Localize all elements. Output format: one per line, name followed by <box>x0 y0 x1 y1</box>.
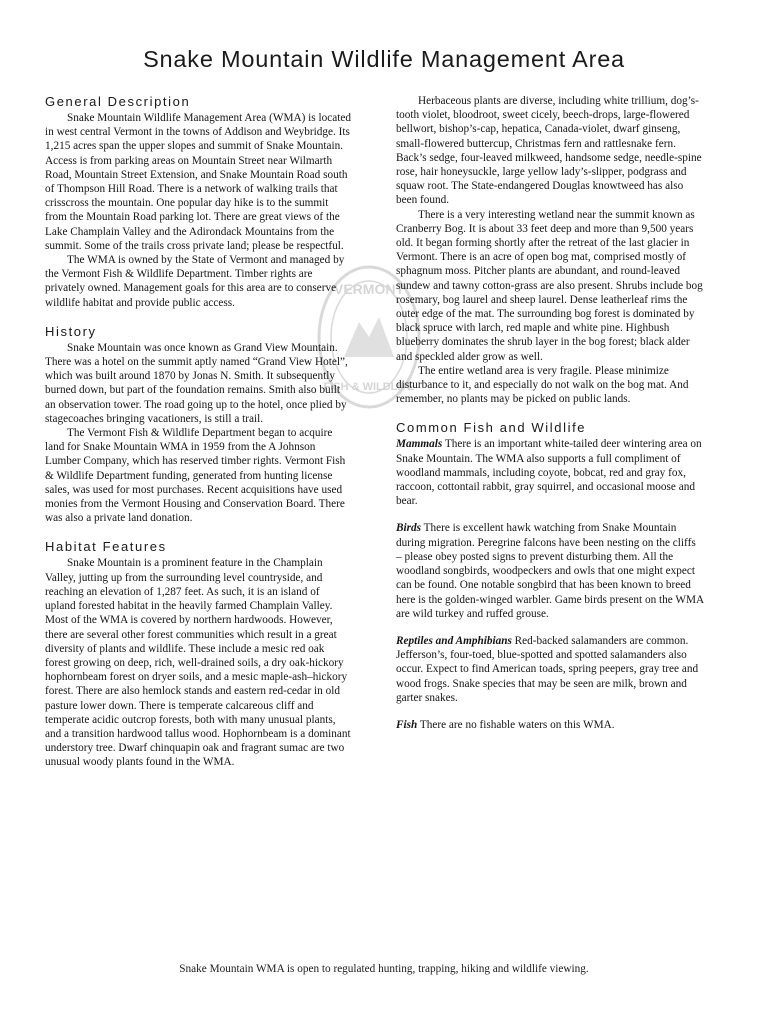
page-title: Snake Mountain Wildlife Management Area <box>143 46 625 72</box>
habitat-paragraph-2: Herbaceous plants are diverse, including white trillium, dog’s-tooth violet, bloodroot, sweet cicely, beech-drops, large-flowered bellwort, bishop’s-cap, hepatica, Canada-violet, dwarf ginseng, small-flowered buttercup, Christmas fern and rattlesnake fern. Back’s sedge, four-leaved milkweed, handsome sedge, needle-spine rose, hair honeysuckle, large yellow lady’s-slipper, podgrass and squaw root. The State-endangered Douglas knowtweed has also been found. <box>396 95 702 207</box>
habitat-features-heading: Habitat Features <box>45 539 167 555</box>
general-description-paragraph-1: Snake Mountain Wildlife Management Area (WMA) is located in west central Vermont in the towns of Addison and Weybridge. Its 1,215 acres span the upper slopes and summit of Snake Mountain. Access is from parking areas on Mountain Street near Wilmarth Road, Mountain Street Extension, and Snake Mountain Road south of Thompson Hill Road. There is a network of walking trails that crisscross the mountain. One popular day hike is to the summit from the Mountain Road parking lot. There are great views of the Lake Champlain Valley and the Adirondack Mountains from the summit. Some of the trails cross private land; please be respectful. <box>45 112 351 252</box>
mammals-text: There is an important white-tailed deer wintering area on Snake Mountain. The WMA also supports a full compliment of woodland mammals, including coyote, bobcat, red and gray fox, raccoon, cottontail rabbit, gray squirrel, and occasional moose and bear. <box>396 438 702 508</box>
habitat-paragraph-1: Snake Mountain is a prominent feature in the Champlain Valley, jutting up from the surrounding level countryside, and reaching an elevation of 1,287 feet. As such, it is an island of upland forested habitat in the heavily farmed Champlain Valley. Most of the WMA is covered by northern hardwoods. However, there are several other forest communities which result in a great diversity of plants and wildlife. These include a mesic red oak forest growing on deep, rich, well-drained soils, a dry oak-hickory hophornbeam forest on dryer soils, and a mesic maple-ash–hickory forest. There are also hemlock stands and eastern red-cedar in old pasture lower down. There is temperate calcareous cliff and temperate acidic outcrop forests, both with many unusual plants, and a transition hardwood tallus wood. Hophornbeam is a dominant understory tree. Dwarf chinquapin oak and fragrant sumac are two unusual woody plants found in the WMA. <box>45 557 351 769</box>
history-heading: History <box>45 323 97 339</box>
general-description-heading: General Description <box>45 94 191 109</box>
reptiles-paragraph <box>396 634 704 705</box>
mammals-lead: Mammals <box>396 438 443 451</box>
svg-text:FISH & WILDLIFE: FISH & WILDLIFE <box>323 381 415 393</box>
general-description-paragraph-2: The WMA is owned by the State of Vermont and managed by the Vermont Fish & Wildlife Department. Timber rights are privately owned. Management goals for this area are to conserve wildlife habitat and provide public access. <box>45 254 345 309</box>
reptiles-lead: Reptiles and Amphibians <box>396 634 512 647</box>
fish-lead: Fish <box>396 718 418 731</box>
habitat-paragraph-4: The entire wetland area is very fragile. Please minimize disturbance to it, and especially do not walk on the bog mat. And remember, no plants may be picked on public lands. <box>396 364 689 406</box>
fish-wildlife-heading: Common Fish and Wildlife <box>396 420 587 436</box>
birds-text: There is excellent hawk watching from Snake Mountain during migration. Peregrine falcons have been nesting on the cliffs – please obey posted signs to prevent disturbing them. All the woodland songbirds, woodpeckers and owls that one might expect can be found. One notable songbird that has been known to breed here is the golden-winged warbler. Game birds present on the WMA are wild turkey and ruffed grouse. <box>396 522 704 620</box>
left-column <box>45 94 351 770</box>
birds-lead: Birds <box>396 522 422 535</box>
footer-note: Snake Mountain WMA is open to regulated hunting, trapping, hiking and wildlife viewing. <box>179 963 589 975</box>
history-paragraph-1: Snake Mountain was once known as Grand View Mountain. There was a hotel on the summit aptly named “Grand View Hotel”, which was built around 1870 by Jonas N. Smith. It subsequently burned down, but part of the foundation remains. Smith also built an observation tower. The road going up to the hotel, once plied by stagecoaches bringing vacationers, is still a trail. <box>45 341 348 425</box>
habitat-paragraph-3: There is a very interesting wetland near the summit known as Cranberry Bog. It is about 33 feet deep and more than 9,500 years old. It began forming shortly after the retreat of the last glacier in Vermont. There is an acre of open bog mat, comprised mostly of sphagnum moss. Pitcher plants are abundant, and round-leaved sundew and tawny cotton-grass are also present. Shrubs include bog rosemary, bog laurel and sheep laurel. Dense leatherleaf rims the outer edge of the mat. The surrounding bog forest is dominated by black spruce with larch, red maple and white pine. Highbush blueberry dominates the shrub layer in the bog forest; black alder and speckled alder grow as well. <box>396 208 703 363</box>
fish-paragraph <box>396 718 704 732</box>
right-column <box>396 94 704 732</box>
svg-text:VERMONT: VERMONT <box>334 281 404 297</box>
history-paragraph-2: The Vermont Fish & Wildlife Department began to acquire land for Snake Mountain WMA in 1959 from the A Johnson Lumber Company, which has reserved timber rights. Vermont Fish & Wildlife Department funding, generated from hunting license sales, was used for most purchases. Recent acquisitions have used monies from the Vermont Housing and Conservation Board. There was also a private land donation. <box>45 427 346 525</box>
birds-paragraph <box>396 521 704 620</box>
fish-text: There are no fishable waters on this WMA. <box>417 718 615 731</box>
reptiles-text: Red-backed salamanders are common. Jefferson’s, four-toed, blue-spotted and spotted salamanders also occur. Expect to find American toads, spring peepers, gray tree and wood frogs. Snake species that may be seen are milk, brown and garter snakes. <box>396 634 699 704</box>
mammals-paragraph <box>396 437 704 508</box>
